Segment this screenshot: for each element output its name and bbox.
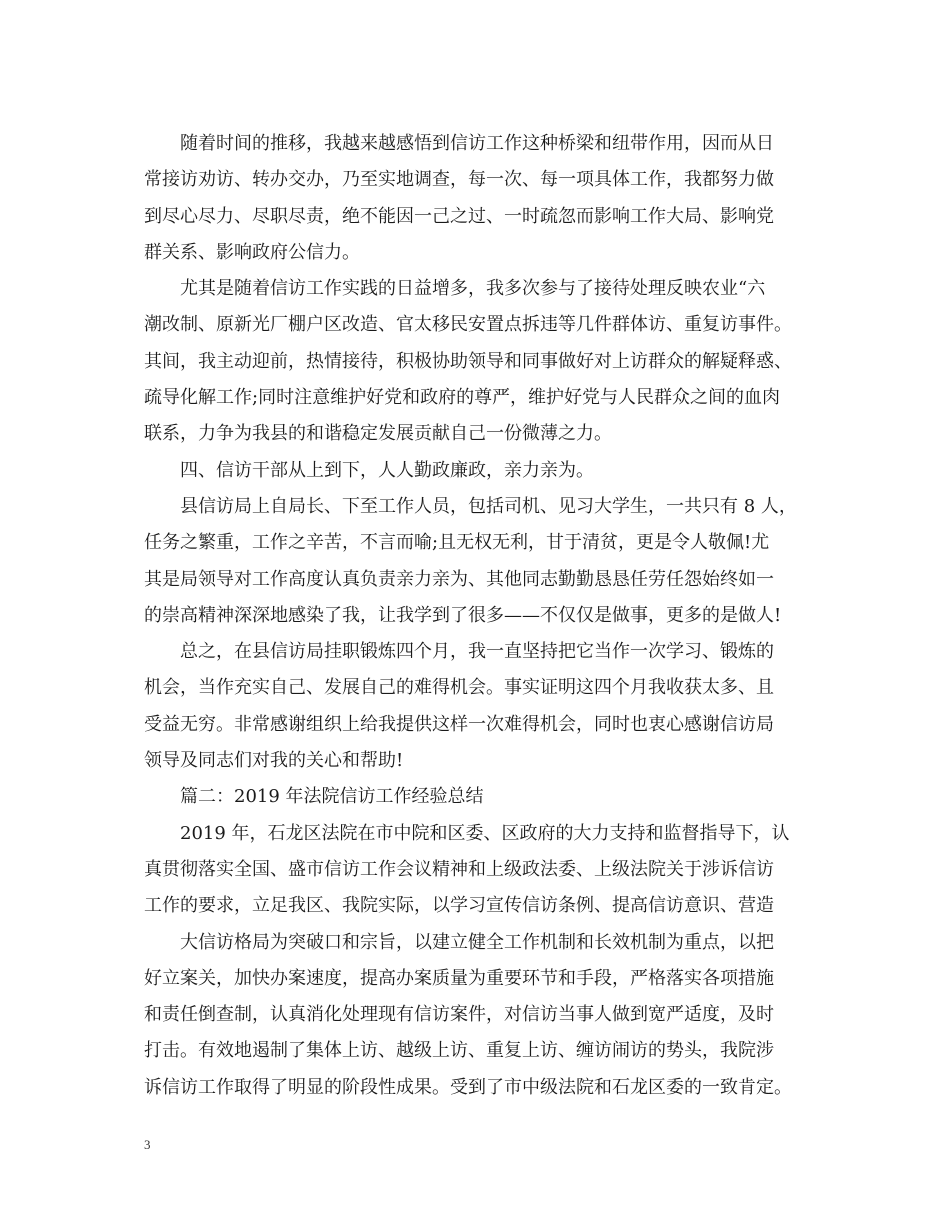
paragraph: 尤其是随着信访工作实践的日益增多，我多次参与了接待处理反映农业“六 潮改制、原新光厂棚户区改造、官太移民安置点拆违等几件群体访、重复访事件。 其间，我主动迎前，热情接待，积极协助领导和同事做好对上访群众的解疑释惑、 疏导化解工作;同时注意维护好党和政府的尊严，维护好党与人民群众之间的血肉 联系，力争为我县的和谐稳定发展贡献自己一份微薄之力。: [144, 278, 792, 445]
document-body: [144, 126, 810, 1106]
paragraph: 总之，在县信访局挂职锻炼四个月，我一直坚持把它当作一次学习、锻炼的 机会，当作充实自己、发展自己的难得机会。事实证明这四个月我收获太多、且 受益无穷。非常感谢组织上给我提供这样一次难得机会，同时也衷心感谢信访局 领导及同志们对我的关心和帮助!: [144, 641, 774, 772]
section-heading: 四、信访干部从上到下，人人勤政廉政，亲力亲为。: [180, 459, 594, 481]
paragraph: 2019 年，石龙区法院在市中院和区委、区政府的大力支持和监督指导下，认 真贯彻落实全国、盛市信访工作会议精神和上级政法委、上级法院关于涉诉信访 工作的要求，立足我区、我院实际，以学习宣传信访条例、提高信访意识、营造: [144, 822, 790, 917]
paragraph: 随着时间的推移，我越来越感悟到信访工作这种桥梁和纽带作用，因而从日 常接访劝访、转办交办，乃至实地调查，每一次、每一项具体工作，我都努力做 到尽心尽力、尽职尽责，绝不能因一己之过、一时疏忽而影响工作大局、影响党 群关系、影响政府公信力。: [144, 133, 774, 263]
paragraph: 县信访局上自局长、下至工作人员，包括司机、见习大学生，一共只有 8 人， 任务之繁重，工作之辛苦，不言而喻;且无权无利，甘于清贫，更是令人敬佩!尤 其是局领导对工作高度认真负责亲力亲为、其他同志勤勤恳恳任劳任怨始终如一 的崇高精神深深地感染了我，让我学到了很多——不仅仅是做事，更多的是做人!: [144, 495, 797, 626]
paragraph: 大信访格局为突破口和宗旨，以建立健全工作机制和长效机制为重点，以把 好立案关，加快办案速度，提高办案质量为重要环节和手段，严格落实各项措施 和责任倒查制，认真消化处理现有信访案件，对信访当事人做到宽严适度，及时 打击。有效地遏制了集体上访、越级上访、重复上访、缠访闹访的势头，我院涉 诉信访工作取得了明显的阶段性成果。受到了市中级法院和石龙区委的一致肯定。: [144, 931, 792, 1098]
page-number: 3: [144, 1137, 151, 1152]
article-title: 篇二：2019 年法院信访工作经验总结: [180, 786, 484, 808]
